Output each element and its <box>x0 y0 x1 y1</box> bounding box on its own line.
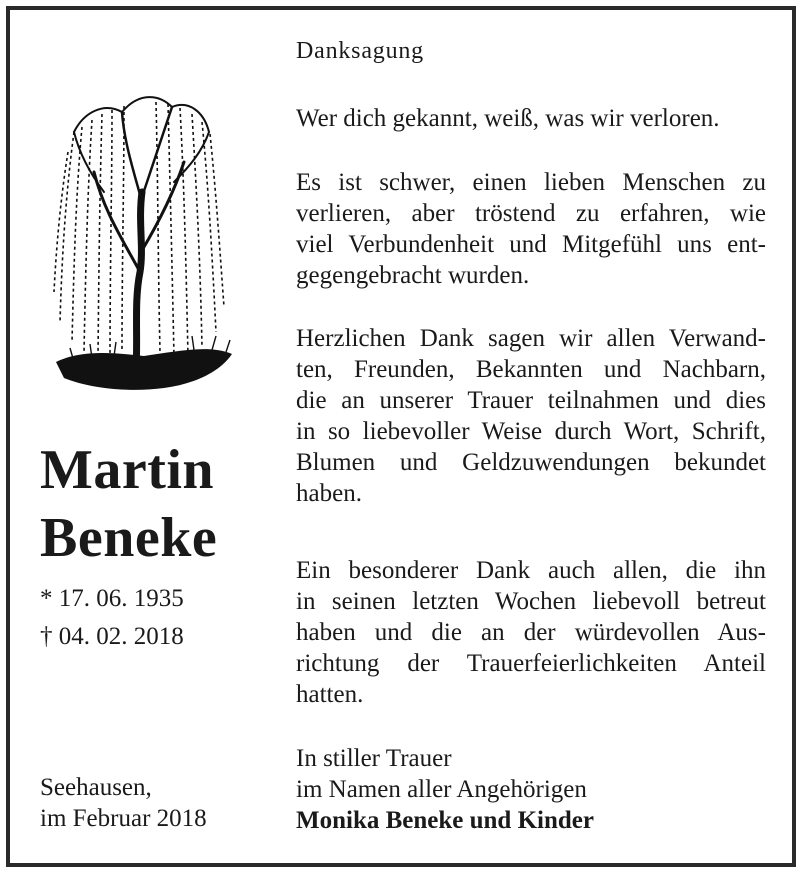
text-line: die an unserer Trauer teilnahmen und dies <box>296 387 766 414</box>
text-line: verlieren, aber tröstend zu erfahren, wie <box>296 200 766 227</box>
text-line: Blumen und Geldzuwendungen bekundet <box>296 449 766 476</box>
paragraph-2 <box>296 323 766 509</box>
text-line: in seinen letzten Wochen liebevoll betreut <box>296 588 766 615</box>
place: Seehausen, <box>40 774 152 801</box>
last-name: Beneke <box>40 507 218 569</box>
closing <box>296 743 766 836</box>
right-column <box>296 10 772 863</box>
birth-date: * 17. 06. 1935 <box>40 585 184 612</box>
paragraph-3 <box>296 555 766 710</box>
text-line: hatten. <box>296 681 364 708</box>
text-line: Es ist schwer, einen lieben Menschen zu <box>296 169 766 196</box>
closing-line: im Namen aller Angehörigen <box>296 776 587 803</box>
text-line: viel Verbundenheit und Mitgefühl uns ent- <box>296 231 766 258</box>
text-line: Ein besonderer Dank auch allen, die ihn <box>296 557 766 584</box>
text-line: Herzlichen Dank sagen wir allen Verwand- <box>296 325 766 352</box>
text-line: richtung der Trauerfeierlichkeiten Anteil <box>296 650 766 677</box>
death-date: † 04. 02. 2018 <box>40 623 184 650</box>
date-line: im Februar 2018 <box>40 805 207 832</box>
weeping-willow-icon <box>44 72 234 402</box>
notice-title: Danksagung <box>296 38 424 64</box>
verse <box>296 103 766 134</box>
left-column <box>10 10 290 863</box>
closing-line: In stiller Trauer <box>296 745 452 772</box>
paragraph-1 <box>296 167 766 291</box>
first-name: Martin <box>40 439 215 501</box>
text-line: haben und die an der würdevollen Aus- <box>296 619 766 646</box>
obituary-notice <box>6 6 796 867</box>
signature: Monika Beneke und Kinder <box>296 807 594 834</box>
text-line: in so liebevoller Weise durch Wort, Schrift, <box>296 418 766 445</box>
verse-line: Wer dich gekannt, weiß, was wir verloren. <box>296 105 720 132</box>
text-line: ten, Freunden, Bekannten und Nachbarn, <box>296 356 766 383</box>
text-line: gegengebracht wurden. <box>296 262 530 289</box>
text-line: haben. <box>296 480 362 507</box>
